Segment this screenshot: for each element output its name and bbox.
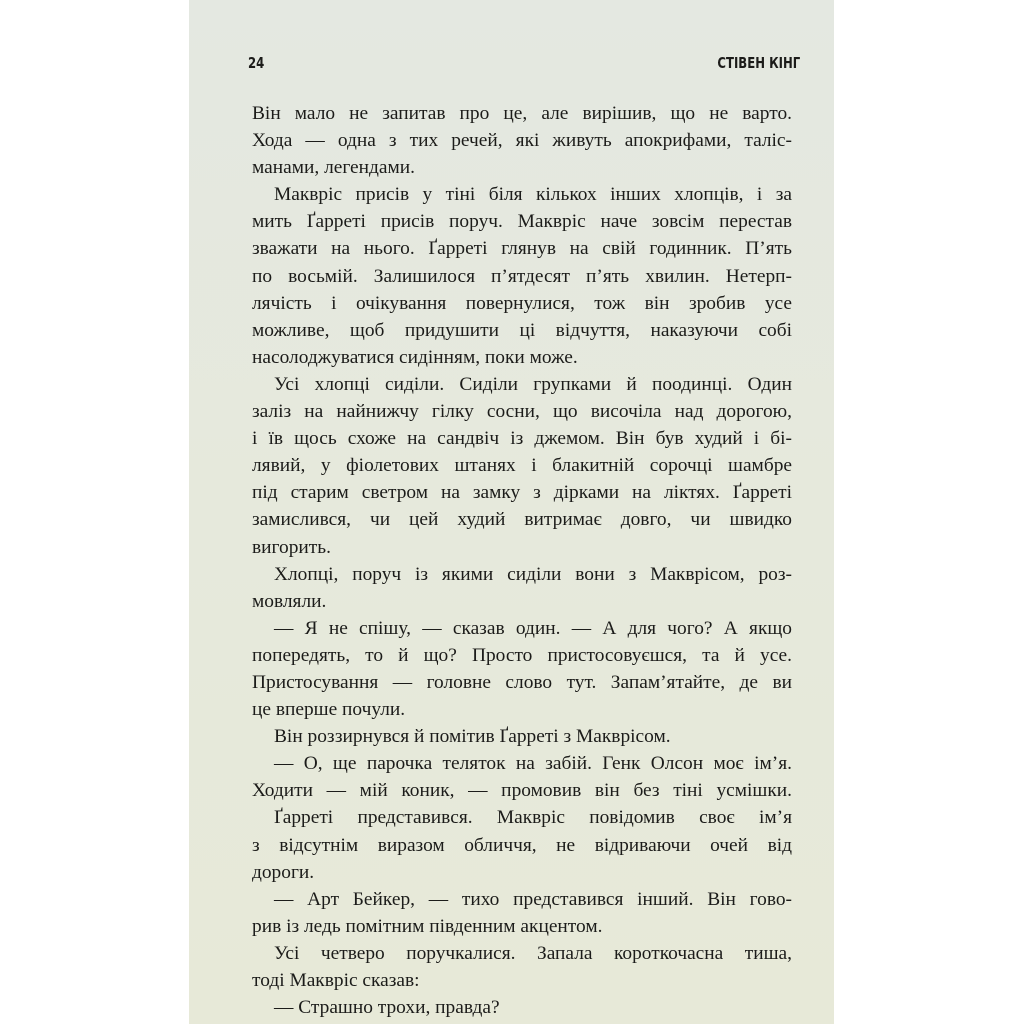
- text-line: — Арт Бейкер, — тихо представився інший. Він гово-: [274, 888, 792, 910]
- text-line: замислився, чи цей худий витримає довго, чи швидко: [252, 509, 792, 531]
- text-line: Усі хлопці сиділи. Сиділи групками й поодинці. Один: [274, 373, 792, 395]
- text-line: Хода — одна з тих речей, які живуть апокрифами, таліс-: [252, 130, 792, 152]
- author-name: СТІВЕН КІНГ: [717, 54, 801, 72]
- text-line: Він роззирнувся й помітив Ґарреті з Макврісом.: [274, 726, 671, 748]
- book-page: [189, 0, 834, 1024]
- text-line: — О, ще парочка теляток на забій. Генк Олсон моє ім’я.: [274, 753, 792, 775]
- text-line: Усі четверо поручкалися. Запала короткочасна тиша,: [274, 942, 792, 964]
- text-line: Ходити — мій коник, — промовив він без тіні усмішки.: [252, 780, 792, 802]
- text-line: манами, легендами.: [252, 157, 416, 179]
- text-line: з відсутнім виразом обличчя, не відриваючи очей від: [252, 834, 792, 856]
- text-line: Пристосування — головне слово тут. Запам’ятайте, де ви: [252, 671, 792, 693]
- text-line: можливе, щоб придушити ці відчуття, наказуючи собі: [252, 319, 792, 341]
- text-line: Він мало не запитав про це, але вирішив, що не варто.: [252, 103, 792, 124]
- text-line: — Страшно трохи, правда?: [274, 997, 500, 1019]
- text-line: заліз на найнижчу гілку сосни, що височіла над дорогою,: [252, 401, 792, 423]
- text-line: — Я не спішу, — сказав один. — А для чого? А якщо: [274, 617, 792, 639]
- text-line: дороги.: [252, 861, 315, 883]
- text-line: лячість і очікування повернулися, тож він зробив усе: [252, 292, 792, 314]
- text-line: попередять, то й що? Просто пристосовуєшся, та й усе.: [252, 644, 792, 666]
- text-line: Маквріс присів у тіні біля кількох інших хлопців, і за: [274, 184, 792, 206]
- text-line: мить Ґарреті присів поруч. Маквріс наче зовсім перестав: [252, 211, 792, 233]
- text-line: і їв щось схоже на сандвіч із джемом. Він був худий і бі-: [252, 428, 792, 450]
- text-line: мовляли.: [252, 590, 327, 612]
- running-head: [248, 54, 801, 78]
- body-text: [252, 100, 792, 1021]
- text-line: по восьмій. Залишилося п’ятдесят п’ять хвилин. Нетерп-: [252, 265, 792, 287]
- text-line: тоді Маквріс сказав:: [252, 970, 420, 991]
- text-line: Хлопці, поруч із якими сиділи вони з Макврісом, роз-: [274, 563, 792, 585]
- text-line: це вперше почули.: [252, 699, 406, 721]
- text-line: зважати на нього. Ґарреті глянув на свій годинник. П’ять: [252, 238, 792, 260]
- page-number: 24: [248, 54, 265, 72]
- text-line: насолоджуватися сидінням, поки може.: [252, 346, 578, 368]
- text-line: під старим светром на замку з дірками на ліктях. Ґарреті: [252, 482, 792, 504]
- text-line: рив із ледь помітним південним акцентом.: [252, 915, 603, 937]
- text-line: Ґарреті представився. Маквріс повідомив своє ім’я: [274, 807, 792, 829]
- text-line: лявий, у фіолетових штанях і блакитній сорочці шамбре: [252, 455, 792, 477]
- text-line: вигорить.: [252, 536, 331, 558]
